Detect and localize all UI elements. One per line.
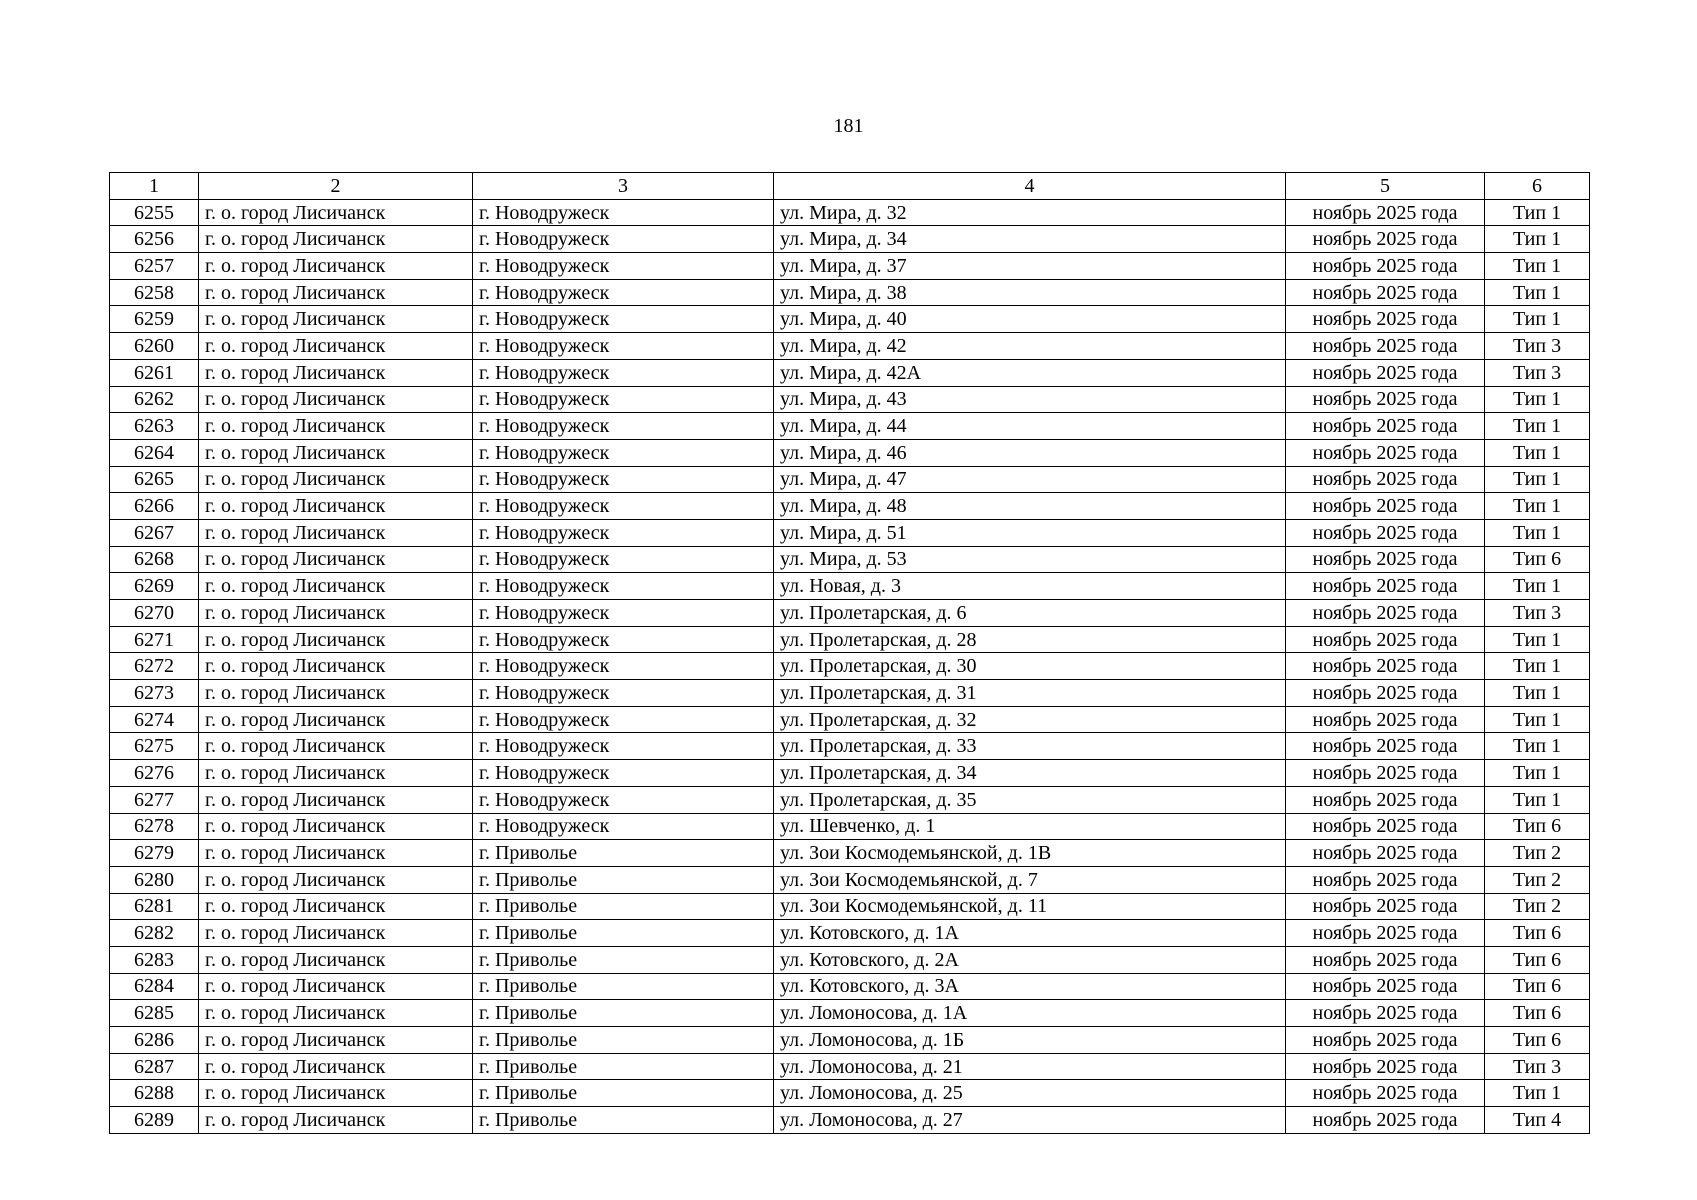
settlement-cell: г. Новодружеск [473,226,774,253]
address-cell: ул. Пролетарская, д. 34 [774,760,1286,787]
table-row [110,493,1590,520]
address-cell: ул. Зои Космодемьянской, д. 11 [774,893,1286,920]
municipality-cell: г. о. город Лисичанск [199,600,473,627]
settlement-cell: г. Приволье [473,946,774,973]
type-cell: Тип 1 [1485,760,1590,787]
type-cell: Тип 1 [1485,306,1590,333]
table-row [110,1107,1590,1134]
row-number-cell: 6263 [110,413,199,440]
type-cell: Тип 3 [1485,600,1590,627]
row-number-cell: 6280 [110,866,199,893]
type-cell: Тип 3 [1485,333,1590,360]
date-cell: ноябрь 2025 года [1286,813,1485,840]
municipality-cell: г. о. город Лисичанск [199,253,473,280]
date-cell: ноябрь 2025 года [1286,306,1485,333]
row-number-cell: 6271 [110,626,199,653]
settlement-cell: г. Новодружеск [473,546,774,573]
settlement-cell: г. Приволье [473,1000,774,1027]
row-number-cell: 6259 [110,306,199,333]
column-number-row [110,173,1590,200]
address-cell: ул. Ломоносова, д. 25 [774,1080,1286,1107]
date-cell: ноябрь 2025 года [1286,920,1485,947]
address-cell: ул. Котовского, д. 2А [774,946,1286,973]
settlement-cell: г. Новодружеск [473,466,774,493]
address-cell: ул. Ломоносова, д. 27 [774,1107,1286,1134]
date-cell: ноябрь 2025 года [1286,493,1485,520]
settlement-cell: г. Приволье [473,893,774,920]
row-number-cell: 6288 [110,1080,199,1107]
table-row [110,813,1590,840]
municipality-cell: г. о. город Лисичанск [199,359,473,386]
date-cell: ноябрь 2025 года [1286,1080,1485,1107]
type-cell: Тип 6 [1485,1027,1590,1054]
column-header-5: 5 [1286,173,1485,200]
row-number-cell: 6281 [110,893,199,920]
date-cell: ноябрь 2025 года [1286,253,1485,280]
settlement-cell: г. Новодружеск [473,413,774,440]
municipality-cell: г. о. город Лисичанск [199,306,473,333]
municipality-cell: г. о. город Лисичанск [199,1080,473,1107]
settlement-cell: г. Новодружеск [473,199,774,226]
table-row [110,1080,1590,1107]
settlement-cell: г. Новодружеск [473,626,774,653]
settlement-cell: г. Новодружеск [473,333,774,360]
address-cell: ул. Мира, д. 53 [774,546,1286,573]
type-cell: Тип 6 [1485,546,1590,573]
table-row [110,199,1590,226]
municipality-cell: г. о. город Лисичанск [199,226,473,253]
row-number-cell: 6268 [110,546,199,573]
table-row [110,306,1590,333]
address-cell: ул. Ломоносова, д. 1Б [774,1027,1286,1054]
municipality-cell: г. о. город Лисичанск [199,786,473,813]
address-cell: ул. Мира, д. 32 [774,199,1286,226]
address-cell: ул. Мира, д. 47 [774,466,1286,493]
settlement-cell: г. Приволье [473,920,774,947]
type-cell: Тип 2 [1485,866,1590,893]
table-row [110,786,1590,813]
type-cell: Тип 1 [1485,439,1590,466]
table-row [110,653,1590,680]
municipality-cell: г. о. город Лисичанск [199,413,473,440]
row-number-cell: 6284 [110,973,199,1000]
address-cell: ул. Пролетарская, д. 30 [774,653,1286,680]
type-cell: Тип 4 [1485,1107,1590,1134]
municipality-cell: г. о. город Лисичанск [199,680,473,707]
municipality-cell: г. о. город Лисичанск [199,493,473,520]
type-cell: Тип 1 [1485,519,1590,546]
date-cell: ноябрь 2025 года [1286,600,1485,627]
row-number-cell: 6289 [110,1107,199,1134]
settlement-cell: г. Новодружеск [473,359,774,386]
table-row [110,626,1590,653]
date-cell: ноябрь 2025 года [1286,333,1485,360]
date-cell: ноябрь 2025 года [1286,359,1485,386]
column-header-3: 3 [473,173,774,200]
table-row [110,866,1590,893]
address-cell: ул. Пролетарская, д. 35 [774,786,1286,813]
table-row [110,386,1590,413]
row-number-cell: 6285 [110,1000,199,1027]
settlement-cell: г. Приволье [473,1080,774,1107]
date-cell: ноябрь 2025 года [1286,279,1485,306]
settlement-cell: г. Новодружеск [473,706,774,733]
type-cell: Тип 1 [1485,226,1590,253]
date-cell: ноябрь 2025 года [1286,199,1485,226]
municipality-cell: г. о. город Лисичанск [199,1107,473,1134]
municipality-cell: г. о. город Лисичанск [199,920,473,947]
row-number-cell: 6278 [110,813,199,840]
municipality-cell: г. о. город Лисичанск [199,519,473,546]
row-number-cell: 6274 [110,706,199,733]
date-cell: ноябрь 2025 года [1286,760,1485,787]
date-cell: ноябрь 2025 года [1286,1000,1485,1027]
row-number-cell: 6260 [110,333,199,360]
type-cell: Тип 1 [1485,706,1590,733]
table-row [110,760,1590,787]
date-cell: ноябрь 2025 года [1286,573,1485,600]
type-cell: Тип 6 [1485,813,1590,840]
settlement-cell: г. Приволье [473,973,774,1000]
date-cell: ноябрь 2025 года [1286,546,1485,573]
type-cell: Тип 2 [1485,893,1590,920]
row-number-cell: 6269 [110,573,199,600]
table-row [110,680,1590,707]
settlement-cell: г. Приволье [473,1107,774,1134]
table-row [110,893,1590,920]
table-row [110,1027,1590,1054]
type-cell: Тип 6 [1485,920,1590,947]
address-cell: ул. Пролетарская, д. 6 [774,600,1286,627]
municipality-cell: г. о. город Лисичанск [199,1053,473,1080]
address-cell: ул. Котовского, д. 3А [774,973,1286,1000]
column-header-1: 1 [110,173,199,200]
type-cell: Тип 1 [1485,493,1590,520]
row-number-cell: 6287 [110,1053,199,1080]
row-number-cell: 6267 [110,519,199,546]
table-row [110,226,1590,253]
settlement-cell: г. Приволье [473,840,774,867]
row-number-cell: 6256 [110,226,199,253]
type-cell: Тип 6 [1485,973,1590,1000]
table-row [110,840,1590,867]
row-number-cell: 6277 [110,786,199,813]
table-row [110,946,1590,973]
row-number-cell: 6273 [110,680,199,707]
row-number-cell: 6264 [110,439,199,466]
address-cell: ул. Пролетарская, д. 33 [774,733,1286,760]
municipality-cell: г. о. город Лисичанск [199,466,473,493]
settlement-cell: г. Новодружеск [473,653,774,680]
settlement-cell: г. Новодружеск [473,519,774,546]
settlement-cell: г. Новодружеск [473,600,774,627]
register-table [109,172,1590,1134]
settlement-cell: г. Новодружеск [473,733,774,760]
address-cell: ул. Мира, д. 38 [774,279,1286,306]
settlement-cell: г. Новодружеск [473,439,774,466]
type-cell: Тип 6 [1485,946,1590,973]
municipality-cell: г. о. город Лисичанск [199,439,473,466]
type-cell: Тип 1 [1485,253,1590,280]
type-cell: Тип 1 [1485,653,1590,680]
municipality-cell: г. о. город Лисичанск [199,760,473,787]
table-row [110,706,1590,733]
date-cell: ноябрь 2025 года [1286,706,1485,733]
address-cell: ул. Зои Космодемьянской, д. 7 [774,866,1286,893]
type-cell: Тип 2 [1485,840,1590,867]
address-cell: ул. Мира, д. 51 [774,519,1286,546]
municipality-cell: г. о. город Лисичанск [199,1000,473,1027]
settlement-cell: г. Новодружеск [473,680,774,707]
row-number-cell: 6258 [110,279,199,306]
municipality-cell: г. о. город Лисичанск [199,946,473,973]
date-cell: ноябрь 2025 года [1286,626,1485,653]
table-row [110,733,1590,760]
type-cell: Тип 1 [1485,279,1590,306]
table-row [110,253,1590,280]
municipality-cell: г. о. город Лисичанск [199,973,473,1000]
address-cell: ул. Мира, д. 40 [774,306,1286,333]
date-cell: ноябрь 2025 года [1286,1027,1485,1054]
table-row [110,600,1590,627]
municipality-cell: г. о. город Лисичанск [199,573,473,600]
row-number-cell: 6261 [110,359,199,386]
column-header-6: 6 [1485,173,1590,200]
municipality-cell: г. о. город Лисичанск [199,893,473,920]
address-cell: ул. Ломоносова, д. 21 [774,1053,1286,1080]
address-cell: ул. Мира, д. 34 [774,226,1286,253]
address-cell: ул. Мира, д. 44 [774,413,1286,440]
address-cell: ул. Шевченко, д. 1 [774,813,1286,840]
table-row [110,920,1590,947]
address-cell: ул. Зои Космодемьянской, д. 1В [774,840,1286,867]
settlement-cell: г. Новодружеск [473,279,774,306]
date-cell: ноябрь 2025 года [1286,386,1485,413]
table-row [110,973,1590,1000]
settlement-cell: г. Новодружеск [473,760,774,787]
address-cell: ул. Мира, д. 43 [774,386,1286,413]
address-cell: ул. Ломоносова, д. 1А [774,1000,1286,1027]
row-number-cell: 6257 [110,253,199,280]
row-number-cell: 6276 [110,760,199,787]
municipality-cell: г. о. город Лисичанск [199,546,473,573]
table-row [110,546,1590,573]
address-cell: ул. Пролетарская, д. 28 [774,626,1286,653]
address-cell: ул. Пролетарская, д. 31 [774,680,1286,707]
table-row [110,519,1590,546]
settlement-cell: г. Новодружеск [473,786,774,813]
settlement-cell: г. Приволье [473,866,774,893]
row-number-cell: 6275 [110,733,199,760]
date-cell: ноябрь 2025 года [1286,973,1485,1000]
row-number-cell: 6262 [110,386,199,413]
date-cell: ноябрь 2025 года [1286,226,1485,253]
row-number-cell: 6286 [110,1027,199,1054]
table-row [110,1053,1590,1080]
type-cell: Тип 1 [1485,680,1590,707]
table-body [110,199,1590,1133]
municipality-cell: г. о. город Лисичанск [199,333,473,360]
address-cell: ул. Пролетарская, д. 32 [774,706,1286,733]
table-row [110,413,1590,440]
municipality-cell: г. о. город Лисичанск [199,386,473,413]
row-number-cell: 6265 [110,466,199,493]
address-cell: ул. Котовского, д. 1А [774,920,1286,947]
table-row [110,573,1590,600]
date-cell: ноябрь 2025 года [1286,439,1485,466]
table-row [110,359,1590,386]
date-cell: ноябрь 2025 года [1286,786,1485,813]
type-cell: Тип 1 [1485,199,1590,226]
settlement-cell: г. Новодружеск [473,813,774,840]
table-row [110,333,1590,360]
table-row [110,466,1590,493]
row-number-cell: 6270 [110,600,199,627]
type-cell: Тип 3 [1485,1053,1590,1080]
type-cell: Тип 1 [1485,1080,1590,1107]
type-cell: Тип 1 [1485,626,1590,653]
municipality-cell: г. о. город Лисичанск [199,733,473,760]
address-cell: ул. Мира, д. 46 [774,439,1286,466]
date-cell: ноябрь 2025 года [1286,866,1485,893]
date-cell: ноябрь 2025 года [1286,733,1485,760]
type-cell: Тип 3 [1485,359,1590,386]
type-cell: Тип 1 [1485,733,1590,760]
address-cell: ул. Мира, д. 42А [774,359,1286,386]
date-cell: ноябрь 2025 года [1286,653,1485,680]
date-cell: ноябрь 2025 года [1286,680,1485,707]
municipality-cell: г. о. город Лисичанск [199,813,473,840]
row-number-cell: 6279 [110,840,199,867]
date-cell: ноябрь 2025 года [1286,519,1485,546]
settlement-cell: г. Новодружеск [473,493,774,520]
address-cell: ул. Мира, д. 48 [774,493,1286,520]
row-number-cell: 6283 [110,946,199,973]
municipality-cell: г. о. город Лисичанск [199,279,473,306]
table-row [110,1000,1590,1027]
address-cell: ул. Мира, д. 37 [774,253,1286,280]
settlement-cell: г. Приволье [473,1027,774,1054]
type-cell: Тип 1 [1485,466,1590,493]
type-cell: Тип 1 [1485,386,1590,413]
row-number-cell: 6272 [110,653,199,680]
type-cell: Тип 1 [1485,573,1590,600]
date-cell: ноябрь 2025 года [1286,840,1485,867]
settlement-cell: г. Новодружеск [473,306,774,333]
date-cell: ноябрь 2025 года [1286,1107,1485,1134]
date-cell: ноябрь 2025 года [1286,1053,1485,1080]
address-cell: ул. Новая, д. 3 [774,573,1286,600]
settlement-cell: г. Новодружеск [473,386,774,413]
date-cell: ноябрь 2025 года [1286,946,1485,973]
date-cell: ноябрь 2025 года [1286,893,1485,920]
row-number-cell: 6282 [110,920,199,947]
municipality-cell: г. о. город Лисичанск [199,199,473,226]
settlement-cell: г. Новодружеск [473,253,774,280]
date-cell: ноябрь 2025 года [1286,466,1485,493]
settlement-cell: г. Приволье [473,1053,774,1080]
type-cell: Тип 1 [1485,786,1590,813]
table-row [110,439,1590,466]
settlement-cell: г. Новодружеск [473,573,774,600]
type-cell: Тип 6 [1485,1000,1590,1027]
row-number-cell: 6266 [110,493,199,520]
municipality-cell: г. о. город Лисичанск [199,866,473,893]
column-header-2: 2 [199,173,473,200]
date-cell: ноябрь 2025 года [1286,413,1485,440]
column-header-4: 4 [774,173,1286,200]
type-cell: Тип 1 [1485,413,1590,440]
municipality-cell: г. о. город Лисичанск [199,1027,473,1054]
table-row [110,279,1590,306]
municipality-cell: г. о. город Лисичанск [199,840,473,867]
municipality-cell: г. о. город Лисичанск [199,653,473,680]
page-number: 181 [833,115,864,137]
address-cell: ул. Мира, д. 42 [774,333,1286,360]
row-number-cell: 6255 [110,199,199,226]
municipality-cell: г. о. город Лисичанск [199,626,473,653]
municipality-cell: г. о. город Лисичанск [199,706,473,733]
